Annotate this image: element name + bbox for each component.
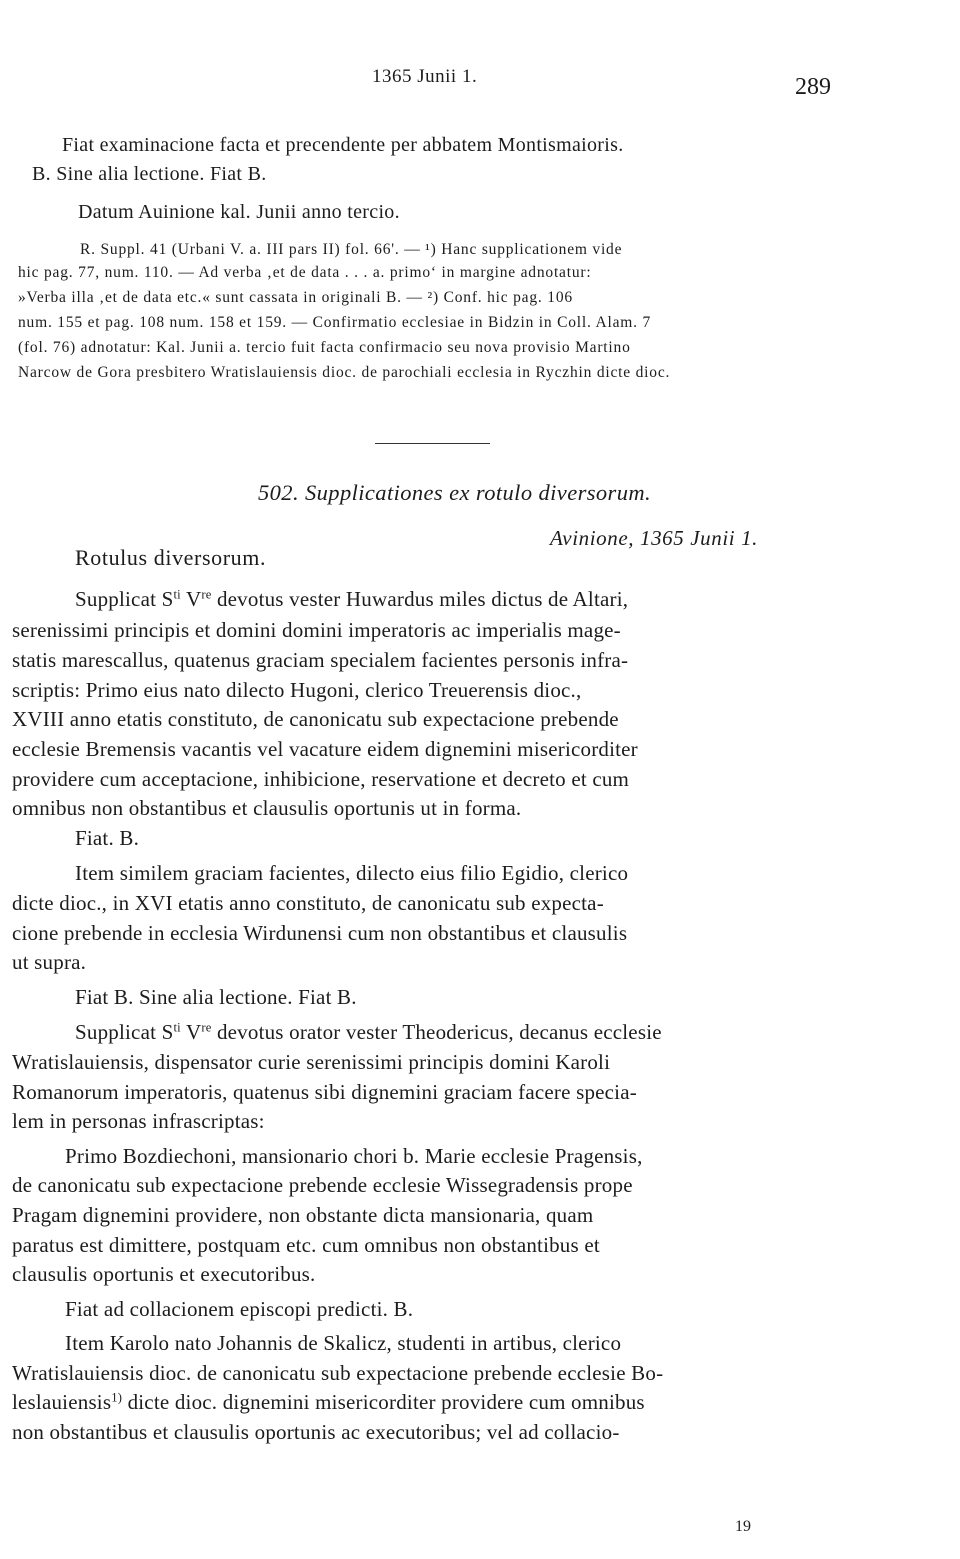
body-line-16: Wratislauiensis, dispensator curie serenissimi principis domini Karoli — [12, 1050, 611, 1074]
body-line-4: scriptis: Primo eius nato dilecto Hugoni, clerico Treuerensis dioc., — [12, 678, 582, 702]
section-divider — [375, 443, 490, 444]
rotulus-heading: Rotulus diversorum. — [75, 545, 267, 570]
body-line-28: non obstantibus et clausulis oportunis ac executoribus; vel ad collacio- — [12, 1420, 620, 1444]
body-line-10: Item similem graciam facientes, dilecto eius filio Egidio, clerico — [75, 861, 629, 885]
running-header: 1365 Junii 1. — [372, 66, 478, 87]
body-line-6: ecclesie Bremensis vacantis vel vacature eidem dignemini misericorditer — [12, 737, 638, 761]
body-line-23: clausulis oportunis et executoribus. — [12, 1262, 316, 1286]
body-line-15: Supplicat $S^{ti}$ Vre devotus orator vester Theodericus, decanus ecclesie — [75, 1020, 662, 1044]
body-line-14: Fiat B. Sine alia lectione. Fiat B. — [75, 985, 357, 1009]
body-line-11: dicte dioc., in XVI etatis anno constituto, de canonicatu sub expecta- — [12, 891, 604, 915]
body-line-21: Pragam dignemini providere, non obstante dicta mansionaria, quam — [12, 1203, 594, 1227]
body-line-7: providere cum acceptacione, inhibicione, reservatione et decreto et cum — [12, 767, 630, 791]
note-line-1: R. Suppl. 41 (Urbani V. a. III pars II) fol. 66'. — ¹) Hanc supplicationem vide — [80, 241, 623, 258]
section-title: 502. Supplicationes ex rotulo diversorum. — [258, 480, 652, 505]
signature-mark: 19 — [735, 1518, 751, 1535]
body-line-22: paratus est dimittere, postquam etc. cum omnibus non obstantibus et — [12, 1233, 600, 1257]
body-line-27: leslauiensis$^{1)}$ dicte dioc. dignemini misericorditer providere cum omnibus — [12, 1390, 645, 1414]
note-line-5: (fol. 76) adnotatur: Kal. Junii a. tercio fuit facta confirmacio seu nova provisio Martino — [18, 339, 631, 356]
body-line-3: statis marescallus, quatenus graciam specialem facientes personis infra- — [12, 648, 629, 672]
top-line-3: Datum Auinione kal. Junii anno tercio. — [78, 201, 400, 223]
note-line-2: hic pag. 77, num. 110. — Ad verba ‚et de data . . . a. primo‘ in margine adnotatur: — [18, 264, 592, 281]
body-line-12: cione prebende in ecclesia Wirdunensi cum non obstantibus et clausulis — [12, 921, 628, 945]
body-line-17: Romanorum imperatoris, quatenus sibi dignemini graciam facere specia- — [12, 1080, 637, 1104]
body-line-9: Fiat. B. — [75, 826, 140, 850]
body-line-5: XVIII anno etatis constituto, de canonicatu sub expectacione prebende — [12, 707, 619, 731]
page-number: 289 — [795, 74, 831, 100]
body-line-24: Fiat ad collacionem episcopi predicti. B. — [65, 1297, 414, 1321]
place-date: Avinione, 1365 Junii 1. — [550, 526, 759, 550]
top-line-1: Fiat examinacione facta et precendente per abbatem Montismaioris. — [62, 134, 624, 156]
body-line-13: ut supra. — [12, 950, 87, 974]
note-line-6: Narcow de Gora presbitero Wratislauiensis dioc. de parochiali ecclesia in Ryczhin dicte dioc. — [18, 364, 671, 381]
note-line-4: num. 155 et pag. 108 num. 158 et 159. — Confirmatio ecclesiae in Bidzin in Coll. Alam. 7 — [18, 314, 652, 331]
body-line-25: Item Karolo nato Johannis de Skalicz, studenti in artibus, clerico — [65, 1331, 622, 1355]
body-line-20: de canonicatu sub expectacione prebende ecclesie Wissegradensis prope — [12, 1173, 633, 1197]
top-line-2: B. Sine alia lectione. Fiat B. — [32, 163, 267, 185]
body-line-26: Wratislauiensis dioc. de canonicatu sub expectacione prebende ecclesie Bo- — [12, 1361, 664, 1385]
body-line-18: lem in personas infrascriptas: — [12, 1109, 265, 1133]
body-line-8: omnibus non obstantibus et clausulis oportunis ut in forma. — [12, 796, 522, 820]
body-line-2: serenissimi principis et domini domini imperatoris ac imperialis mage- — [12, 618, 621, 642]
body-line-1: Supplicat $S^{ti}$ Vre devotus vester Huwardus miles dictus de Altari, — [75, 587, 629, 611]
note-line-3: »Verba illa ‚et de data etc.« sunt cassata in originali B. — ²) Conf. hic pag. 106 — [18, 289, 573, 306]
body-line-19: Primo Bozdiechoni, mansionario chori b. Marie ecclesie Pragensis, — [65, 1144, 643, 1168]
